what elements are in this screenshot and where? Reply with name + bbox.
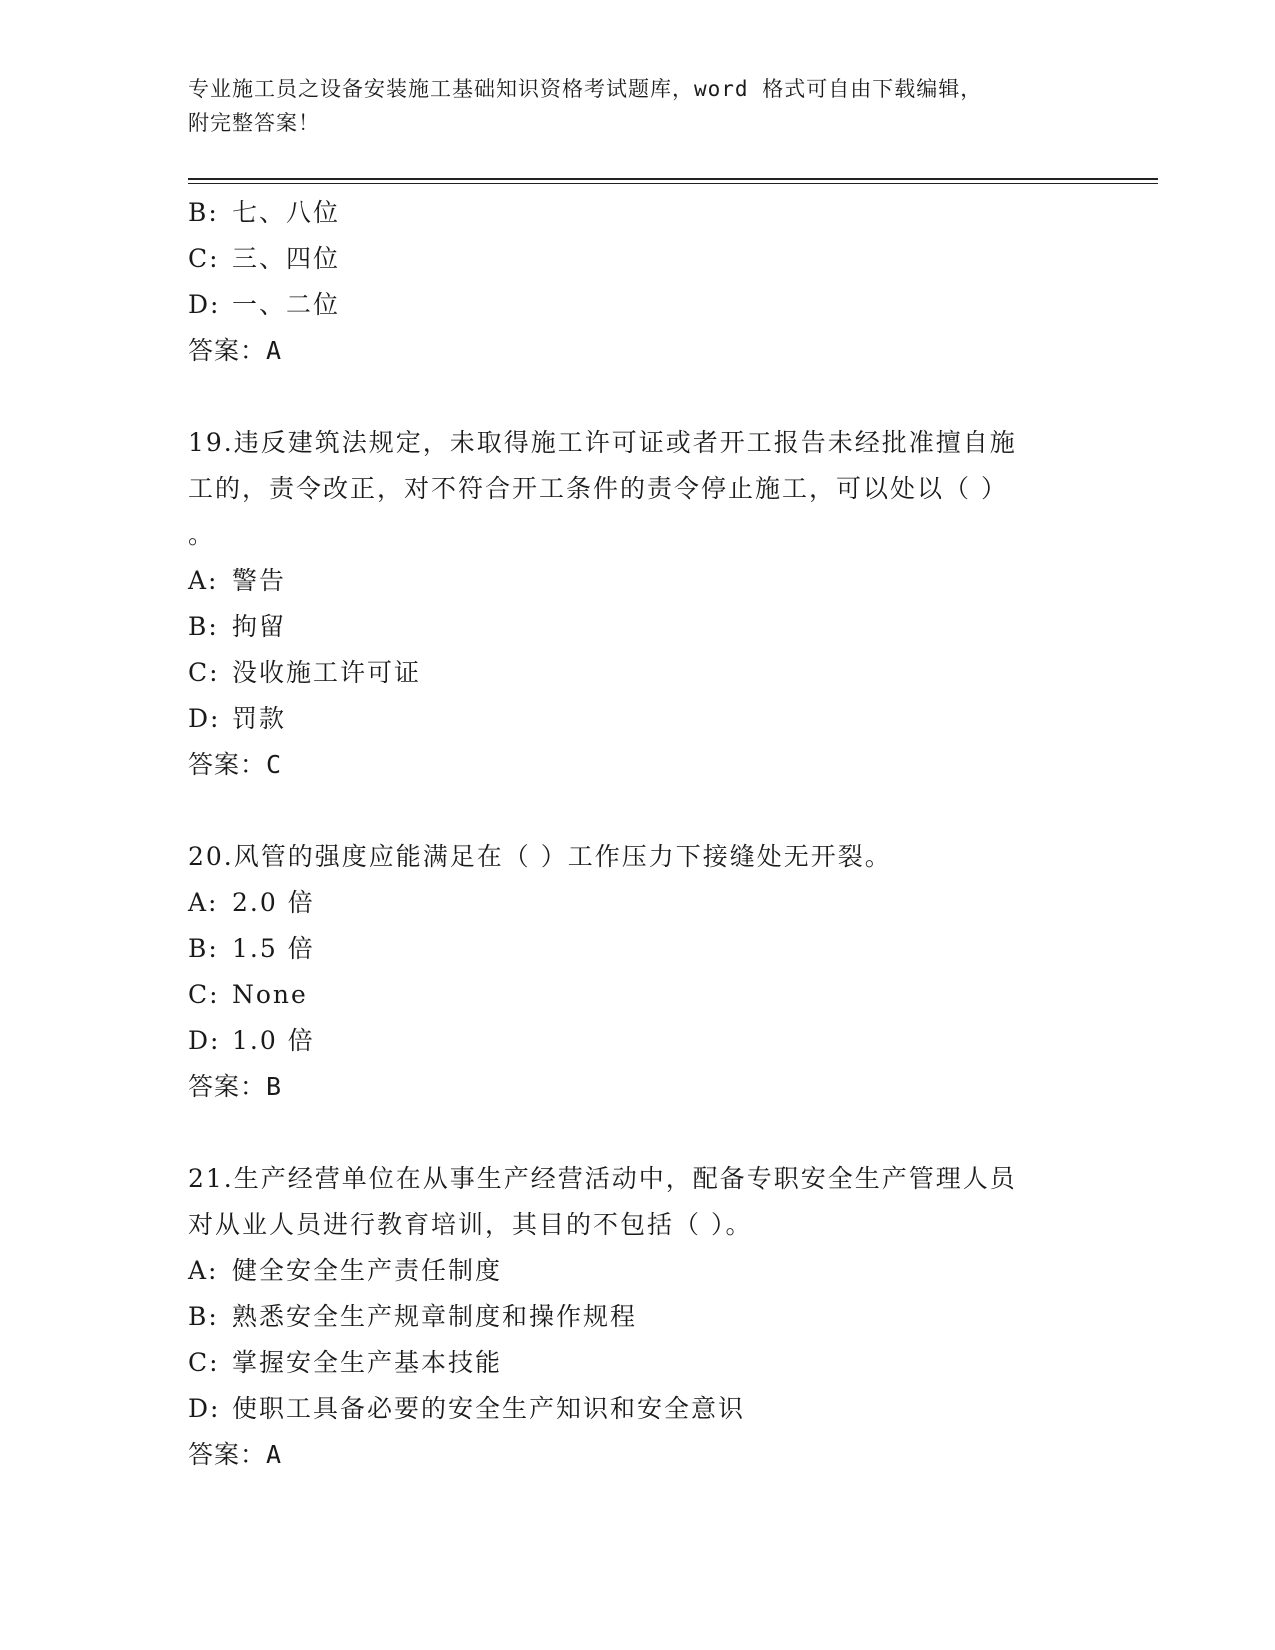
option-b <box>188 926 1088 972</box>
option-d <box>188 1018 1088 1064</box>
option-text: 警告 <box>232 566 287 595</box>
option-label: B: <box>188 198 219 227</box>
option-label: D: <box>188 1026 221 1055</box>
option-label: B: <box>188 612 219 641</box>
option-b <box>188 1294 1088 1340</box>
option-label: C: <box>188 658 220 687</box>
option-text: 1.5 倍 <box>232 934 315 963</box>
option-text: 罚款 <box>232 704 287 733</box>
option-c <box>188 1340 1088 1386</box>
question-text-line: 20.风管的强度应能满足在（ ）工作压力下接缝处无开裂。 <box>188 842 892 871</box>
question-19 <box>188 420 1088 788</box>
spacer <box>188 374 1088 420</box>
question-text-line: 21.生产经营单位在从事生产经营活动中，配备专职安全生产管理人员 <box>188 1164 1017 1193</box>
answer-line: 答案：A <box>188 1440 283 1469</box>
option-label: A: <box>188 1256 219 1285</box>
option-label: B: <box>188 934 219 963</box>
option-d <box>188 1386 1088 1432</box>
option-a <box>188 1248 1088 1294</box>
option-d <box>188 282 1088 328</box>
answer-line: 答案：A <box>188 336 283 365</box>
option-text: None <box>232 980 308 1009</box>
answer-line: 答案：B <box>188 1072 283 1101</box>
question-text-line: 19.违反建筑法规定，未取得施工许可证或者开工报告未经批准擅自施 <box>188 428 1017 457</box>
spacer <box>188 788 1088 834</box>
header-line-1: 专业施工员之设备安装施工基础知识资格考试题库，word 格式可自由下载编辑， <box>188 77 983 101</box>
option-d <box>188 696 1088 742</box>
question-content <box>188 190 1088 1478</box>
option-text: 熟悉安全生产规章制度和操作规程 <box>232 1302 638 1331</box>
spacer <box>188 1110 1088 1156</box>
option-text: 健全安全生产责任制度 <box>232 1256 503 1285</box>
option-text: 拘留 <box>232 612 287 641</box>
option-b <box>188 604 1088 650</box>
header-divider-thick <box>188 178 1158 180</box>
option-a <box>188 558 1088 604</box>
option-text: 掌握安全生产基本技能 <box>232 1348 503 1377</box>
option-text: 2.0 倍 <box>232 888 315 917</box>
option-label: C: <box>188 244 220 273</box>
question-text-line: 工的，责令改正，对不符合开工条件的责令停止施工，可以处以（ ） <box>188 474 1008 503</box>
header-line-2: 附完整答案！ <box>188 111 320 135</box>
option-b <box>188 190 1088 236</box>
document-header <box>188 72 1088 140</box>
option-text: 没收施工许可证 <box>232 658 422 687</box>
option-c <box>188 972 1088 1018</box>
option-label: D: <box>188 704 221 733</box>
question-text-line: 。 <box>188 520 216 549</box>
option-label: A: <box>188 888 219 917</box>
option-label: C: <box>188 1348 220 1377</box>
option-label: C: <box>188 980 220 1009</box>
option-c <box>188 650 1088 696</box>
question-text-line: 对从业人员进行教育培训，其目的不包括（ ）。 <box>188 1210 753 1239</box>
option-text: 使职工具备必要的安全生产知识和安全意识 <box>232 1394 746 1423</box>
option-label: D: <box>188 290 221 319</box>
option-text: 三、四位 <box>232 244 341 273</box>
option-text: 七、八位 <box>232 198 341 227</box>
question-18 <box>188 190 1088 374</box>
header-divider-thin <box>188 183 1158 184</box>
question-21 <box>188 1156 1088 1478</box>
option-label: D: <box>188 1394 221 1423</box>
option-text: 1.0 倍 <box>232 1026 315 1055</box>
option-a <box>188 880 1088 926</box>
option-label: A: <box>188 566 219 595</box>
option-c <box>188 236 1088 282</box>
option-text: 一、二位 <box>232 290 341 319</box>
question-20 <box>188 834 1088 1110</box>
option-label: B: <box>188 1302 219 1331</box>
answer-line: 答案：C <box>188 750 283 779</box>
